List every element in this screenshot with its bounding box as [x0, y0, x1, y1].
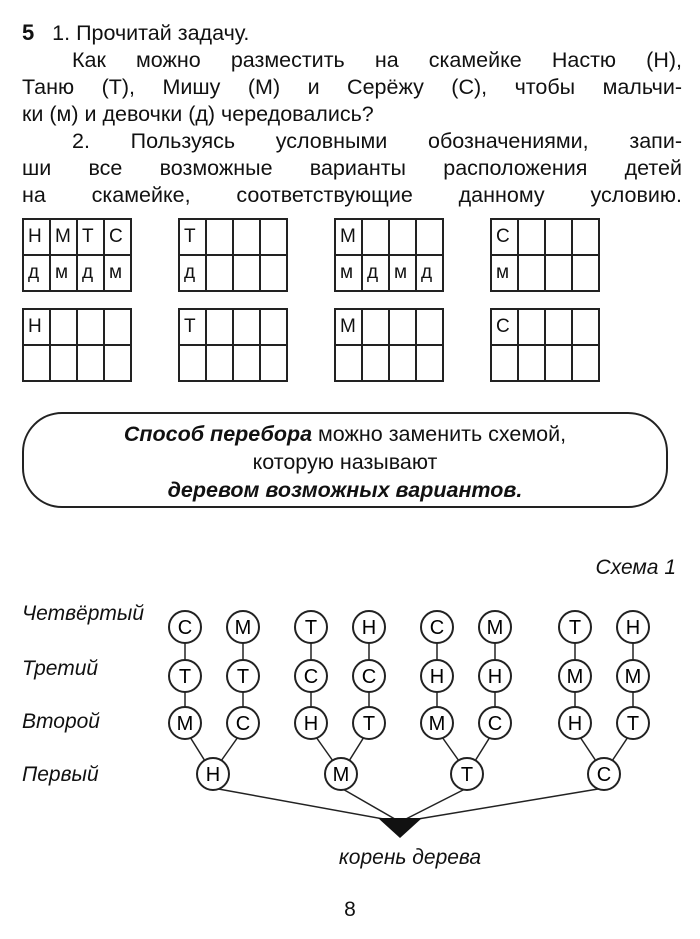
tree-node-first	[197, 758, 229, 790]
table-cell: м	[50, 255, 77, 291]
table-cell: Т	[179, 219, 206, 255]
tree-node-third	[421, 660, 453, 692]
node-label: С	[487, 713, 503, 735]
tree-node-second	[169, 707, 201, 739]
node-label: Н	[567, 713, 583, 735]
node-label: М	[486, 617, 504, 639]
table-cell: д	[416, 255, 443, 291]
tree-node-fourth	[559, 611, 591, 643]
task-text-line: Как можно разместить на скамейке Настю (Н),	[72, 48, 682, 72]
tree-node-first	[325, 758, 357, 790]
table-cell: м	[335, 255, 362, 291]
table-cell: Т	[77, 219, 104, 255]
table-cell: М	[335, 309, 362, 345]
task-number: 5	[22, 20, 35, 45]
tree-node-third	[559, 660, 591, 692]
table-cell: Н	[23, 309, 50, 345]
node-label: Н	[361, 617, 377, 639]
tree-node-fourth	[617, 611, 649, 643]
rule-line-2: которую называют	[252, 450, 438, 474]
tree-node-second	[559, 707, 591, 739]
root-edge	[400, 788, 604, 822]
tree-edge	[349, 737, 364, 761]
node-label: Н	[303, 713, 319, 735]
node-label: Т	[236, 666, 250, 688]
tree-node-third	[353, 660, 385, 692]
table-cell: М	[335, 219, 362, 255]
task-instruction-2: 2. Пользуясь условными обозначениями, запи-	[72, 129, 682, 153]
table-cell: д	[23, 255, 50, 291]
tree-node-third	[169, 660, 201, 692]
tree-node-second	[617, 707, 649, 739]
table-cell: м	[104, 255, 131, 291]
table-cell: д	[179, 255, 206, 291]
node-label: С	[429, 617, 445, 639]
tree-node-first	[588, 758, 620, 790]
task-text-line: ки (м) и девочки (д) чередовались?	[22, 102, 374, 126]
table-cell: М	[50, 219, 77, 255]
node-label: Т	[304, 617, 318, 639]
table-cell: Т	[179, 309, 206, 345]
task-text-line: Таню (Т), Мишу (М) и Серёжу (С), чтобы мальчи-	[22, 75, 682, 99]
tree-node-second	[479, 707, 511, 739]
level-label-fourth: Четвёртый	[22, 602, 145, 625]
node-label: С	[596, 764, 612, 786]
node-label: М	[428, 713, 446, 735]
node-label: С	[303, 666, 319, 688]
table-cell: С	[491, 309, 518, 345]
tree-node-third	[227, 660, 259, 692]
tree-node-second	[227, 707, 259, 739]
tree-edge	[612, 737, 628, 761]
tree-node-fourth	[295, 611, 327, 643]
scheme-title: Схема 1	[595, 556, 676, 579]
task-text-line: ши все возможные варианты расположения детей	[22, 156, 682, 180]
level-label-second: Второй	[22, 710, 100, 733]
node-label: С	[177, 617, 193, 639]
level-label-third: Третий	[22, 657, 99, 680]
tree-node-third	[617, 660, 649, 692]
tree-node-third	[295, 660, 327, 692]
node-label: М	[566, 666, 584, 688]
table-cell: д	[77, 255, 104, 291]
node-label: Н	[487, 666, 503, 688]
tree-node-fourth	[479, 611, 511, 643]
tree-edge	[475, 737, 490, 761]
tree-root-label: корень дерева	[338, 846, 482, 869]
node-label: М	[176, 713, 194, 735]
tree-node-third	[479, 660, 511, 692]
tree-node-fourth	[421, 611, 453, 643]
rule-text: можно заменить схемой,	[312, 422, 567, 446]
table-cell: Н	[23, 219, 50, 255]
level-label-first: Первый	[22, 763, 99, 786]
node-label: М	[332, 764, 350, 786]
tree-node-fourth	[353, 611, 385, 643]
table-cell: С	[104, 219, 131, 255]
tree-edge	[580, 737, 596, 761]
node-label: Т	[626, 713, 640, 735]
page-number: 8	[344, 898, 356, 921]
tree-node-fourth	[169, 611, 201, 643]
node-label: С	[361, 666, 377, 688]
rule-term: Способ перебора	[123, 422, 313, 446]
tree-edge	[221, 737, 238, 761]
tree-edge	[316, 737, 333, 761]
node-label: Н	[429, 666, 445, 688]
tree-node-second	[421, 707, 453, 739]
task-text-line: на скамейке, соответствующие данному условию.	[22, 183, 682, 207]
tree-node-first	[451, 758, 483, 790]
tree-node-fourth	[227, 611, 259, 643]
rule-line-3: деревом возможных вариантов.	[167, 478, 523, 502]
node-label: Т	[460, 764, 474, 786]
node-label: Т	[362, 713, 376, 735]
task-instruction-1: 1. Прочитай задачу.	[52, 21, 250, 45]
table-cell: С	[491, 219, 518, 255]
table-cell: м	[389, 255, 416, 291]
table-cell: д	[362, 255, 389, 291]
node-label: М	[624, 666, 642, 688]
node-label: Н	[625, 617, 641, 639]
tree-node-second	[295, 707, 327, 739]
table-cell: м	[491, 255, 518, 291]
node-label: Т	[568, 617, 582, 639]
tree-root-marker	[378, 818, 422, 838]
node-label: М	[234, 617, 252, 639]
tree-edge	[442, 737, 459, 761]
tree-node-second	[353, 707, 385, 739]
tree-edge	[190, 737, 205, 761]
node-label: Т	[178, 666, 192, 688]
node-label: Н	[205, 764, 221, 786]
node-label: С	[235, 713, 251, 735]
